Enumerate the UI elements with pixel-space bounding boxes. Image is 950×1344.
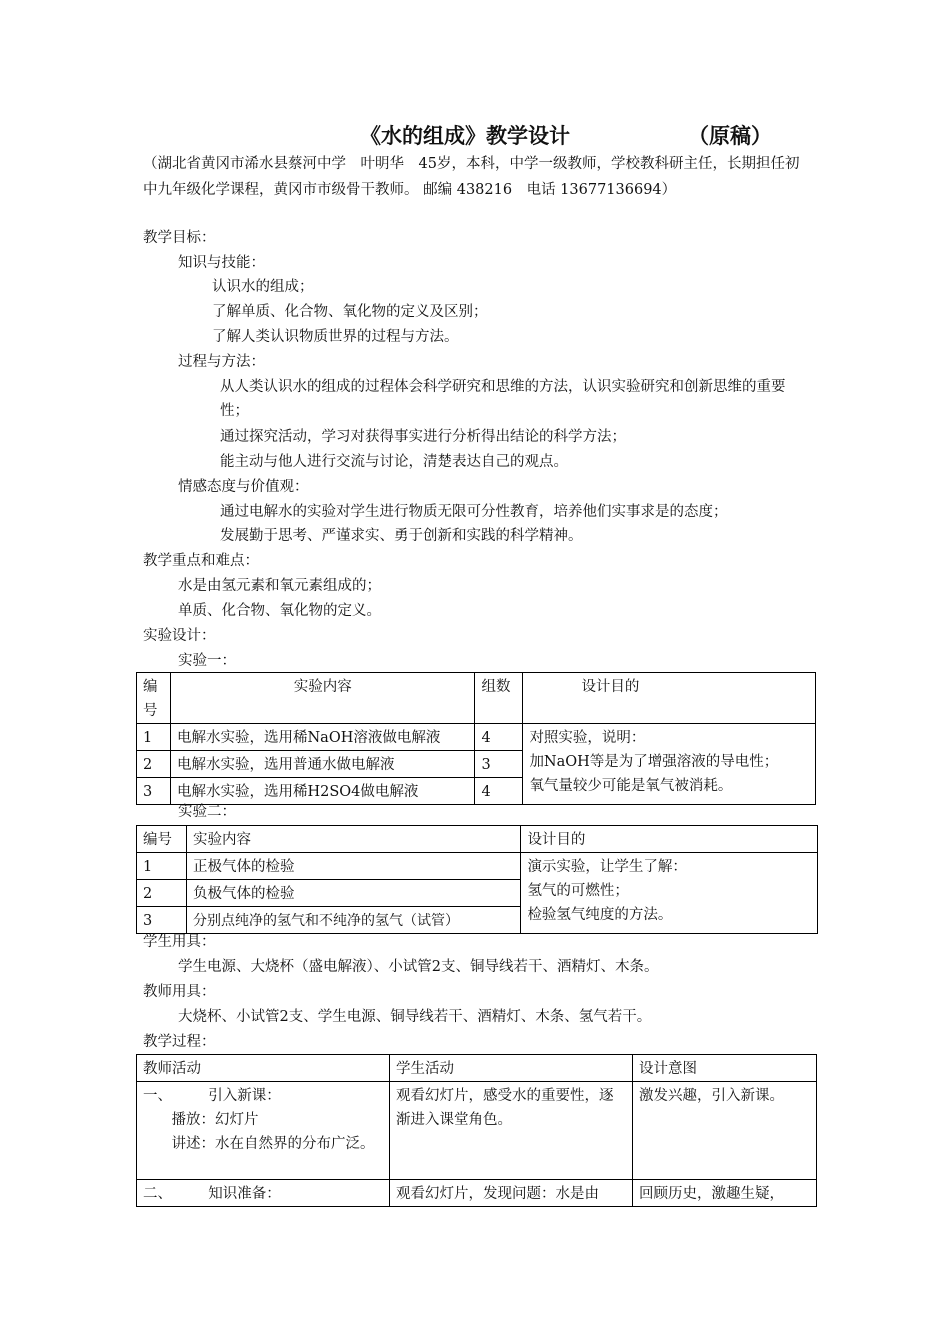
- title-note: （原稿）: [688, 123, 772, 148]
- author-info: （湖北省黄冈市浠水县蔡河中学 叶明华 45岁，本科，中学一级教师，学校教科研主任，长期担任初中九年级化学课程，黄冈市市级骨干教师。 邮编 438216 电话 13677136694）: [143, 156, 800, 198]
- experiment-design-heading: 实验设计：: [143, 628, 216, 644]
- header-cell: 教师活动: [137, 1055, 390, 1082]
- table-cell: 负极气体的检验: [186, 880, 520, 907]
- attitude-item-2: 发展勤于思考、严谨求实、勇于创新和实践的科学精神。: [220, 528, 583, 544]
- teacher-tools-text: 大烧杯、小试管2支、学生电源、铜导线若干、酒精灯、木条、氢气若干。: [178, 1009, 652, 1025]
- table-cell: 1: [137, 853, 187, 880]
- experiment-1-label: 实验一：: [178, 653, 236, 669]
- table-header-row: [137, 1055, 817, 1082]
- experiment-2-label: 实验二：: [178, 804, 236, 820]
- purpose-cell: 对照实验，说明： 加NaOH等是为了增强溶液的导电性； 氧气量较少可能是氧气被消耗。: [523, 724, 816, 805]
- experiment-1-table: [136, 672, 816, 805]
- teaching-process-table: [136, 1054, 817, 1207]
- attitude-heading: 情感态度与价值观：: [178, 479, 309, 495]
- table-row: [137, 1180, 817, 1207]
- header-cell: 设计目的: [523, 673, 816, 724]
- table-cell: 1: [137, 724, 171, 751]
- table-cell: 4: [475, 778, 523, 805]
- table-cell: 电解水实验，选用普通水做电解液: [170, 751, 475, 778]
- table-cell: 电解水实验，选用稀H2SO4做电解液: [170, 778, 475, 805]
- table-header-row: [137, 673, 816, 724]
- table-cell: 2: [137, 751, 171, 778]
- header-cell: 编号: [137, 673, 171, 724]
- process-item-1: 从人类认识水的组成的过程体会科学研究和思维的方法，认识实验研究和创新思维的重要性；: [220, 379, 786, 419]
- key-point-1: 水是由氢元素和氧元素组成的；: [178, 578, 381, 594]
- header-cell: 实验内容: [186, 826, 520, 853]
- attitude-item-1: 通过电解水的实验对学生进行物质无限可分性教育，培养他们实事求是的态度；: [220, 504, 728, 520]
- table-cell: 3: [475, 751, 523, 778]
- table-row: [137, 1082, 817, 1180]
- header-cell: 组数: [475, 673, 523, 724]
- header-cell: 设计目的: [521, 826, 818, 853]
- table-cell: 2: [137, 880, 187, 907]
- process-item-3: 能主动与他人进行交流与讨论，清楚表达自己的观点。: [220, 454, 568, 470]
- table-cell: 4: [475, 724, 523, 751]
- header-cell: 设计意图: [633, 1055, 817, 1082]
- table-cell: 分别点纯净的氢气和不纯净的氢气（试管）: [186, 907, 520, 934]
- knowledge-heading: 知识与技能：: [178, 255, 265, 271]
- process-heading: 过程与方法：: [178, 354, 265, 370]
- teaching-process-heading: 教学过程：: [143, 1034, 216, 1050]
- table-cell: 正极气体的检验: [186, 853, 520, 880]
- table-header-row: [137, 826, 818, 853]
- knowledge-item-3: 了解人类认识物质世界的过程与方法。: [212, 329, 459, 345]
- header-cell: 编号: [137, 826, 187, 853]
- teacher-activity-cell: 二、 知识准备：: [137, 1180, 390, 1207]
- header-cell: 学生活动: [390, 1055, 633, 1082]
- table-cell: 电解水实验，选用稀NaOH溶液做电解液: [170, 724, 475, 751]
- objectives-heading: 教学目标：: [143, 230, 216, 246]
- teacher-tools-heading: 教师用具：: [143, 984, 216, 1000]
- experiment-2-table: [136, 825, 818, 934]
- header-cell: 实验内容: [170, 673, 475, 724]
- title-main: 《水的组成》教学设计: [360, 123, 570, 148]
- table-row: [137, 853, 818, 880]
- student-tools-heading: 学生用具：: [143, 934, 216, 950]
- document-title: [0, 120, 950, 152]
- key-points-heading: 教学重点和难点：: [143, 553, 259, 569]
- student-activity-cell: 观看幻灯片，发现问题：水是由: [390, 1180, 633, 1207]
- process-item-2: 通过探究活动，学习对获得事实进行分析得出结论的科学方法；: [220, 429, 626, 445]
- table-cell: 3: [137, 907, 187, 934]
- intent-cell: 激发兴趣，引入新课。: [633, 1082, 817, 1180]
- teacher-activity-cell: 一、 引入新课： 播放：幻灯片 讲述：水在自然界的分布广泛。: [137, 1082, 390, 1180]
- knowledge-item-2: 了解单质、化合物、氧化物的定义及区别；: [212, 304, 488, 320]
- knowledge-item-1: 认识水的组成；: [212, 279, 314, 295]
- purpose-cell: 演示实验，让学生了解： 氢气的可燃性； 检验氢气纯度的方法。: [521, 853, 818, 934]
- intent-cell: 回顾历史，激趣生疑，: [633, 1180, 817, 1207]
- key-point-2: 单质、化合物、氧化物的定义。: [178, 603, 381, 619]
- student-activity-cell: 观看幻灯片，感受水的重要性，逐渐进入课堂角色。: [390, 1082, 633, 1180]
- table-cell: 3: [137, 778, 171, 805]
- table-row: [137, 724, 816, 751]
- student-tools-text: 学生电源、大烧杯（盛电解液）、小试管2支、铜导线若干、酒精灯、木条。: [178, 959, 659, 975]
